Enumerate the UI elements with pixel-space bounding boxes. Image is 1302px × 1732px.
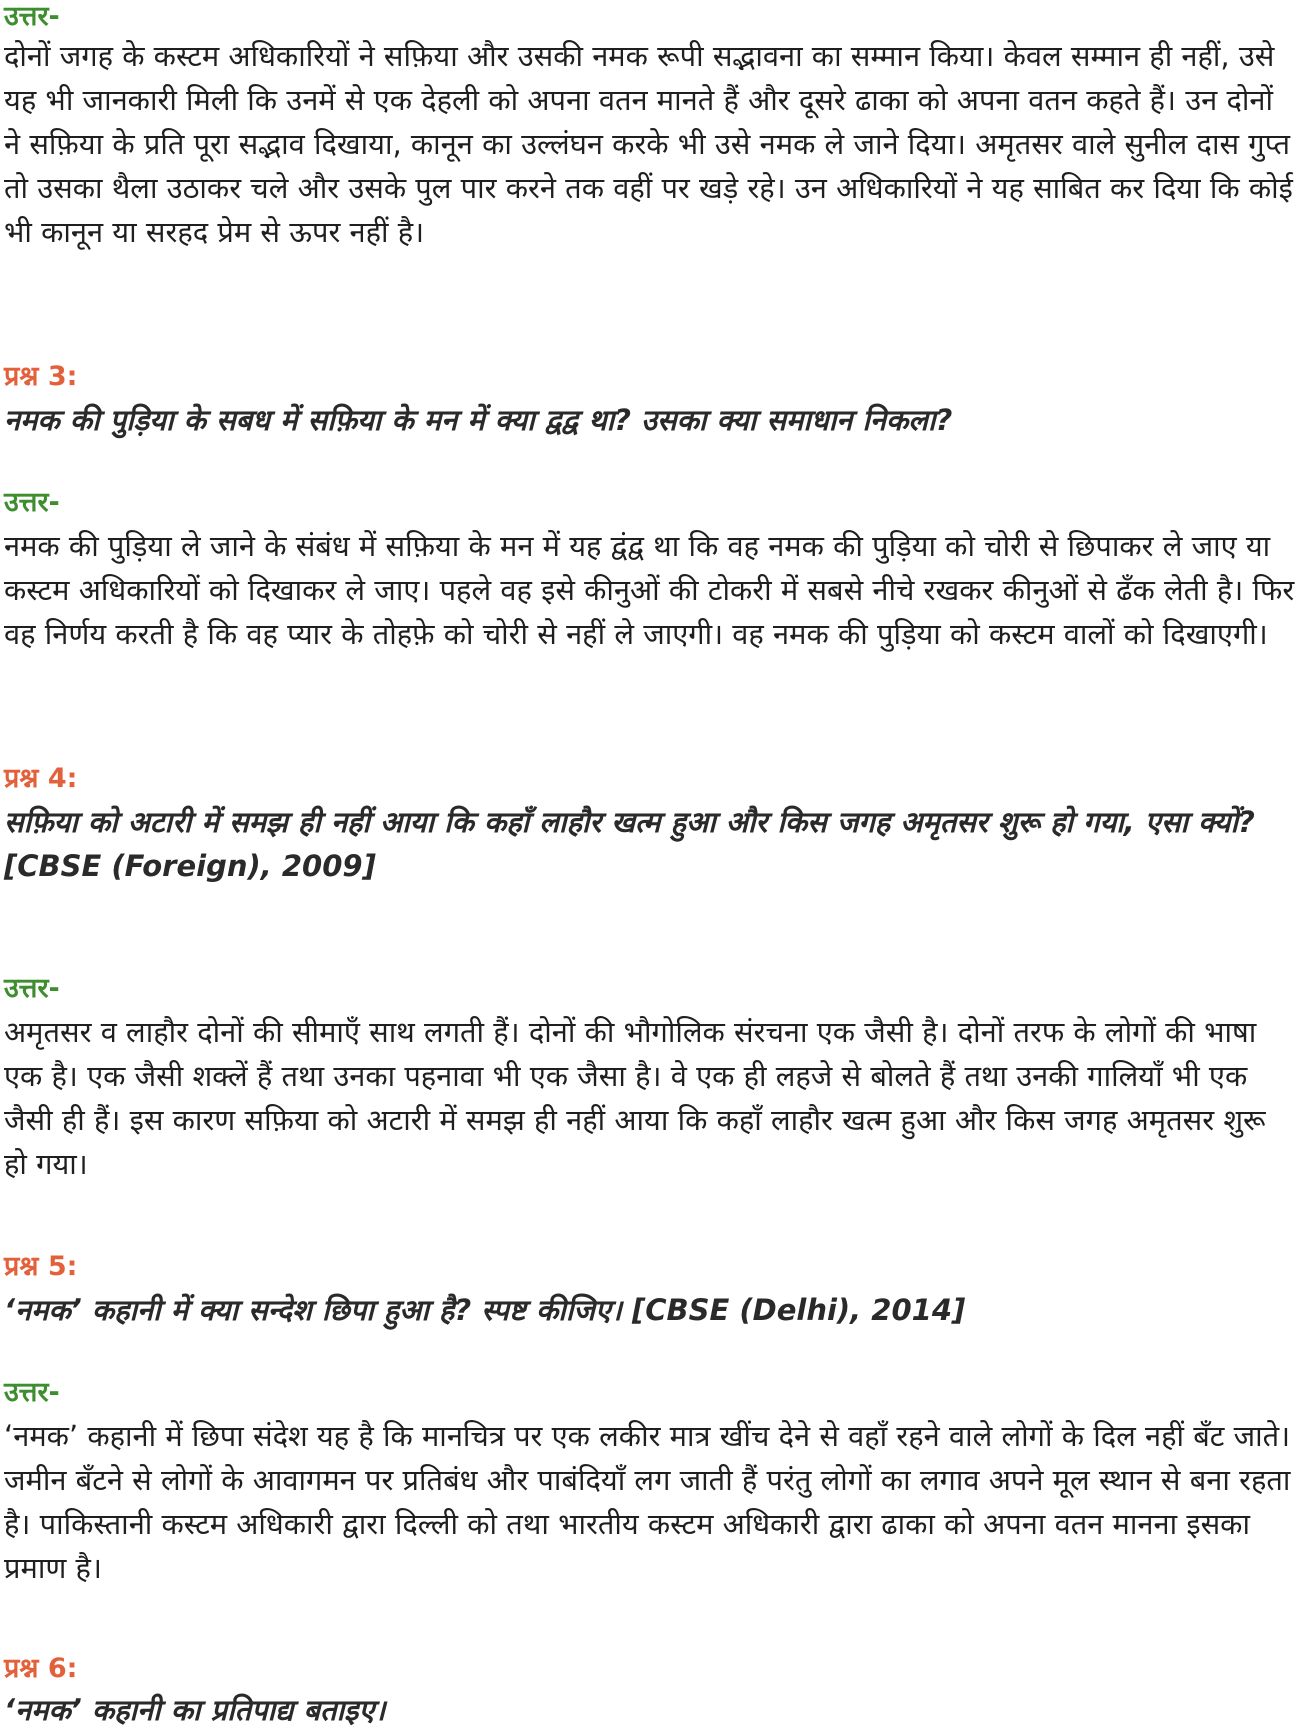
question-text-6: ‘नमक’ कहानी का प्रतिपाद्य बताइए। <box>4 1693 386 1727</box>
answer-text: अमृतसर व लाहौर दोनों की सीमाएँ साथ लगती हैं। दोनों की भौगोलिक संरचना एक जैसी है। दोनों तरफ के लोगों की भाषा एक है। एक जैसी शक्लें हैं तथा उनका पहनावा भी एक जैसा है। वे एक ही लहजे से बोलते हैं तथा उनकी गालियाँ भी एक जैसी ही हैं। इस कारण सफ़िया को अटारी में समझ ही नहीं आया कि कहाँ लाहौर खत्म हुआ और किस जगह अमृतसर शुरू हो गया। <box>4 1015 1266 1181</box>
question-reference: [CBSE (Foreign), 2009] <box>4 849 376 883</box>
question-text-3: नमक की पुड़िया के सबध में सफ़िया के मन में क्या द्वद्व था? उसका क्या समाधान निकला? <box>4 403 953 437</box>
answer-label: उत्तर- <box>4 1 60 32</box>
question-text: सफ़िया को अटारी में समझ ही नहीं आया कि कहाँ लाहौर खत्म हुआ और किस जगह अमृतसर शुरू हो गया, एसा क्यों? <box>4 805 1255 839</box>
answer-text: ‘नमक’ कहानी में छिपा संदेश यह है कि मानचित्र पर एक लकीर मात्र खींच देने से वहाँ रहने वाले लोगों के दिल नहीं बँट जाते। जमीन बँटने से लोगों के आवागमन पर प्रतिबंध और पाबंदियाँ लग जाती हैं परंतु लोगों का लगाव अपने मूल स्थान से बना रहता है। पाकिस्तानी कस्टम अधिकारी द्वारा दिल्ली को तथा भारतीय कस्टम अधिकारी द्वारा ढाका को अपना वतन मानना इसका प्रमाण है। <box>4 1419 1291 1585</box>
question-text-4 <box>4 800 1294 888</box>
question-label-4: प्रश्न 4: <box>4 763 78 794</box>
answer-label: उत्तर- <box>4 973 60 1004</box>
answer-text: दोनों जगह के कस्टम अधिकारियों ने सफ़िया और उसकी नमक रूपी सद्भावना का सम्मान किया। केवल सम्मान ही नहीं, उसे यह भी जानकारी मिली कि उनमें से एक देहली को अपना वतन मानते हैं और दूसरे ढाका को अपना वतन कहते हैं। उन दोनों ने सफ़िया के प्रति पूरा सद्भाव दिखाया, कानून का उल्लंघन करके भी उसे नमक ले जाने दिया। अमृतसर वाले सुनील दास गुप्त तो उसका थैला उठाकर चले और उसके पुल पार करने तक वहीं पर खड़े रहे। उन अधिकारियों ने यह साबित कर दिया कि कोई भी कानून या सरहद प्रेम से ऊपर नहीं है। <box>4 39 1293 249</box>
answer-text: नमक की पुड़िया ले जाने के संबंध में सफ़िया के मन में यह द्वंद्व था कि वह नमक की पुड़िया को चोरी से छिपाकर ले जाए या कस्टम अधिकारियों को दिखाकर ले जाए। पहले वह इसे कीनुओं की टोकरी में सबसे नीचे रखकर कीनुओं से ढँक लेती है। फिर वह निर्णय करती है कि वह प्यार के तोहफ़े को चोरी से नहीं ले जाएगी। वह नमक की पुड़िया को कस्टम वालों को दिखाएगी। <box>4 529 1295 651</box>
answer-label: उत्तर- <box>4 487 60 518</box>
question-label-6: प्रश्न 6: <box>4 1653 78 1684</box>
answer-label: उत्तर- <box>4 1377 60 1408</box>
question-label-3: प्रश्न 3: <box>4 361 78 392</box>
question-text-5: ‘नमक’ कहानी में क्या सन्देश छिपा हुआ है? स्पष्ट कीजिए। [CBSE (Delhi), 2014] <box>4 1293 966 1327</box>
question-label-5: प्रश्न 5: <box>4 1251 78 1282</box>
